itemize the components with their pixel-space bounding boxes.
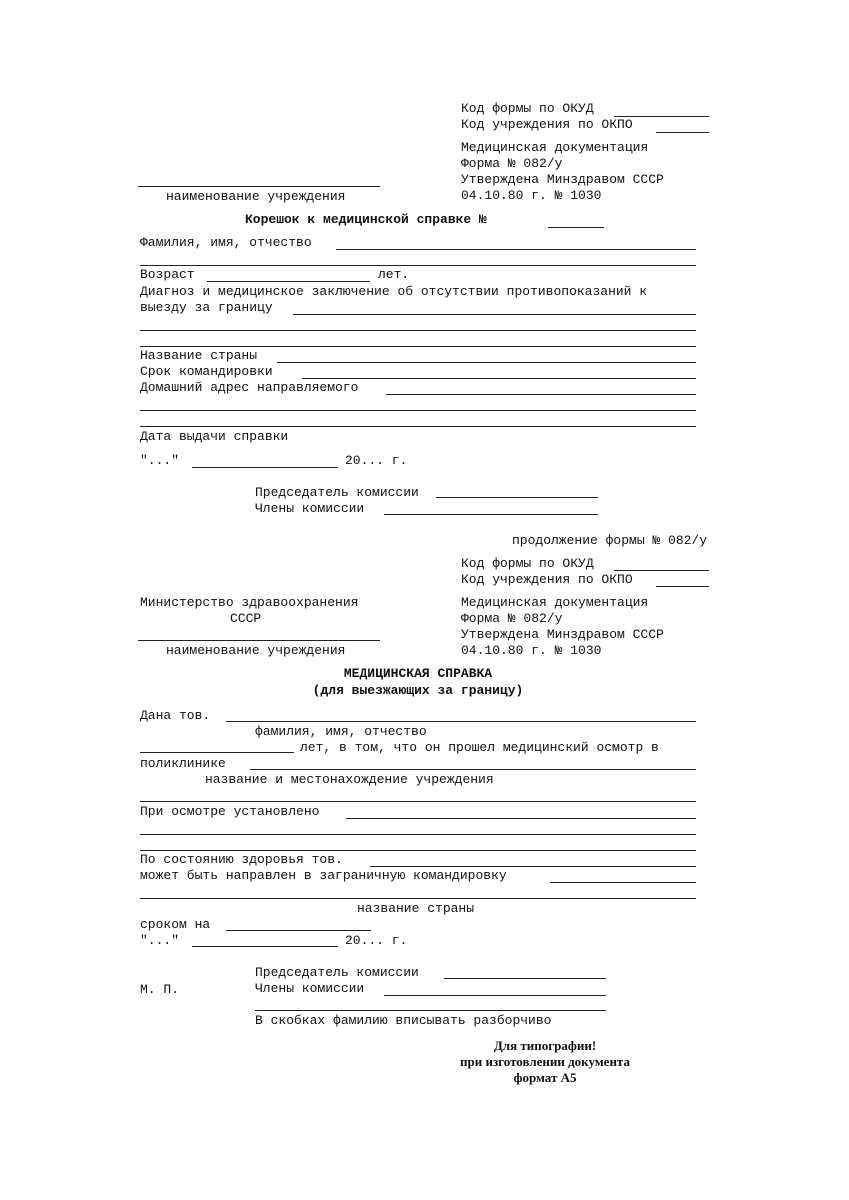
stub-form-no: Форма № 082/у [461,156,563,171]
stub-members-field[interactable] [384,514,598,515]
cert-members-label: Члены комиссии [255,981,365,996]
print-note-line1: Для типографии! [493,1038,597,1053]
cert-age-text: лет, в том, что он прошел медицинский осмотр в [300,740,659,755]
cert-title: МЕДИЦИНСКАЯ СПРАВКА [343,666,493,681]
cert-institution-field[interactable] [138,640,380,641]
cert-exam-field-3[interactable] [140,850,696,851]
cert-approved: Утверждена Минздравом СССР [461,627,664,642]
cert-exam-field-2[interactable] [140,834,696,835]
cert-members-field[interactable] [384,995,606,996]
cert-institution-caption: наименование учреждения [166,643,346,658]
stub-age-label: Возраст [140,267,195,282]
stub-term-field[interactable] [302,378,696,379]
cert-exam-label: При осмотре установлено [140,804,320,819]
cert-clinic-label: поликлинике [140,756,226,771]
cert-members-field-2[interactable] [255,1010,606,1011]
stub-diagnosis-line1: Диагноз и медицинское заключение об отсутствии противопоказаний к [140,284,648,299]
cert-med-doc: Медицинская документация [461,595,649,610]
cert-exam-field[interactable] [346,818,696,819]
cert-health-label: По состоянию здоровья тов. [140,852,343,867]
cert-subtitle: (для выезжающих за границу) [312,683,524,698]
stub-fio-field-2[interactable] [140,265,696,266]
cert-country-field-2[interactable] [140,898,696,899]
cert-date-field[interactable] [192,946,338,947]
stub-address-field-2[interactable] [140,410,696,411]
cert-country-caption: название страны [357,901,475,916]
stub-number-field[interactable] [548,227,604,228]
cert-health-field[interactable] [370,866,696,867]
cert-term-field[interactable] [226,930,371,931]
stub-okpo-field[interactable] [656,132,709,133]
cert-okud-field[interactable] [614,570,709,571]
cert-may-be-sent: может быть направлен в заграничную командировку [140,868,507,883]
stub-approved-date: 04.10.80 г. № 1030 [461,188,602,203]
stub-institution-field[interactable] [138,186,380,187]
stub-age-unit: лет. [378,267,410,282]
cert-seal-label: М. П. [140,982,180,997]
stub-address-field[interactable] [386,394,696,395]
stub-country-field[interactable] [277,362,696,363]
stub-diagnosis-field[interactable] [293,314,696,315]
cert-date-quote: "..." [140,933,180,948]
cert-chairman-label: Председатель комиссии [255,965,419,980]
cert-year: 20... г. [345,933,408,948]
stub-approved: Утверждена Минздравом СССР [461,172,664,187]
stub-term-label: Срок командировки [140,364,273,379]
cert-ministry-line2: СССР [230,611,262,626]
stub-title: Корешок к медицинской справке № [245,212,487,227]
stub-chairman-field[interactable] [436,497,598,498]
cert-chairman-field[interactable] [444,978,606,979]
stub-chairman-label: Председатель комиссии [255,485,419,500]
cert-form-no: Форма № 082/у [461,611,563,626]
stub-date-quote: "..." [140,453,180,468]
cert-approved-date: 04.10.80 г. № 1030 [461,643,602,658]
cert-term-label: сроком на [140,917,211,932]
cert-okpo-field[interactable] [656,586,709,587]
print-note-line3: формат А5 [513,1070,577,1085]
cert-country-field[interactable] [550,882,696,883]
cert-okpo-label: Код учреждения по ОКПО [461,572,633,587]
stub-fio-field[interactable] [336,249,696,250]
stub-med-doc: Медицинская документация [461,140,649,155]
stub-institution-caption: наименование учреждения [166,189,346,204]
stub-diagnosis-field-3[interactable] [140,346,696,347]
print-note-line2: при изготовлении документа [460,1054,630,1069]
cert-ministry-line1: Министерство здравоохранения [140,595,359,610]
cert-okud-label: Код формы по ОКУД [461,556,594,571]
cert-fio-caption: фамилия, имя, отчество [255,724,427,739]
cert-fio-field[interactable] [226,721,696,722]
stub-year: 20... г. [345,453,408,468]
stub-diagnosis-line2: выезду за границу [140,300,273,315]
cert-clinic-caption: название и местонахождение учреждения [205,772,494,787]
cert-given-label: Дана тов. [140,708,211,723]
stub-okud-label: Код формы по ОКУД [461,101,594,116]
stub-age-field[interactable] [207,281,370,282]
cert-legible-note: В скобках фамилию вписывать разборчиво [255,1013,552,1028]
cert-clinic-field[interactable] [250,769,696,770]
cert-clinic-field-2[interactable] [140,801,696,802]
stub-country-label: Название страны [140,348,258,363]
stub-okpo-label: Код учреждения по ОКПО [461,117,633,132]
cert-continuation: продолжение формы № 082/у [512,533,708,548]
stub-issue-date-label: Дата выдачи справки [140,429,289,444]
stub-date-field[interactable] [192,467,338,468]
stub-fio-label: Фамилия, имя, отчество [140,235,312,250]
stub-address-label: Домашний адрес направляемого [140,380,359,395]
cert-age-field[interactable] [140,752,294,753]
stub-diagnosis-field-2[interactable] [140,330,696,331]
stub-address-field-3[interactable] [140,426,696,427]
stub-members-label: Члены комиссии [255,501,365,516]
